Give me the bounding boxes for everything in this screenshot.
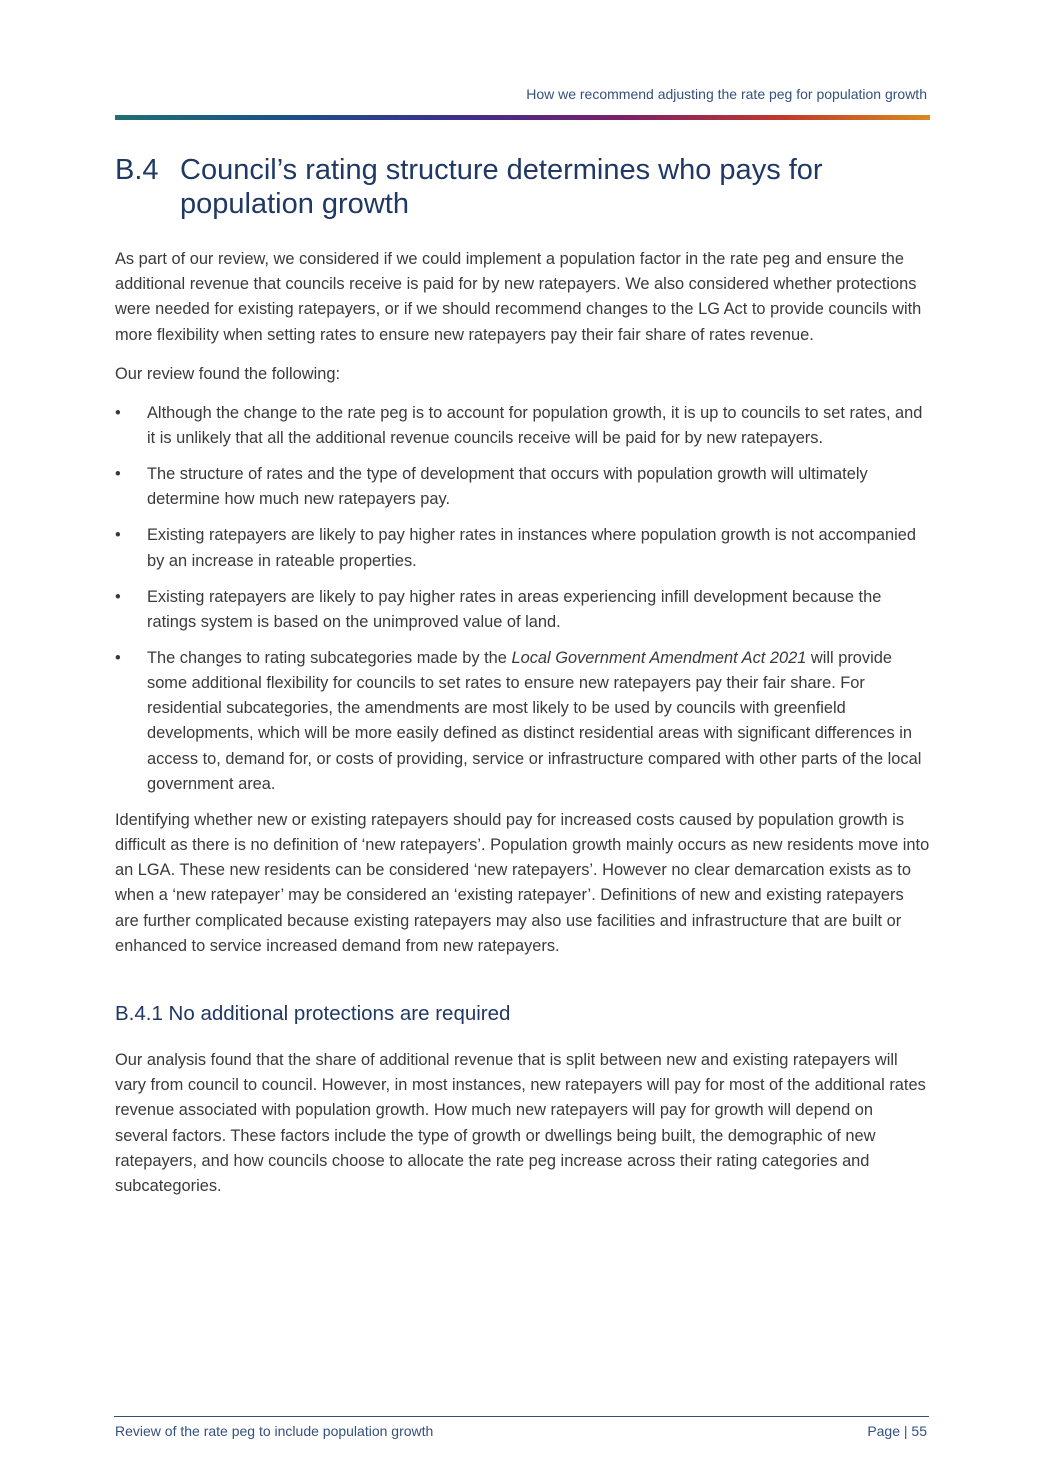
subsection-heading: B.4.1 No additional protections are required bbox=[115, 1002, 511, 1026]
identifying-paragraph: Identifying whether new or existing ratepayers should pay for increased costs caused by population growth is difficult as there is no definition of ‘new ratepayers’. Population growth mainly occurs as new residents move into an LGA. These new residents can be considered ‘new ratepayers’. However no clear demarcation exists as to when a ‘new ratepayer’ may be considered an ‘existing ratepayer’. Definitions of new and existing ratepayers are further complicated because existing ratepayers may also use facilities and infrastructure that are built or enhanced to service increased demand from new ratepayers. bbox=[115, 810, 930, 955]
footer-rule bbox=[114, 1416, 929, 1417]
body-content bbox=[115, 247, 930, 1213]
list-item-text: Although the change to the rate peg is to account for population growth, it is up to councils to set rates, and it is unlikely that all the additional revenue councils receive will be paid for by new ratepayers. bbox=[147, 404, 923, 448]
list-item bbox=[115, 523, 930, 573]
intro-paragraph: As part of our review, we considered if we could implement a population factor in the rate peg and ensure the additional revenue that councils receive is paid for by new ratepayers. We also considered whether protections were needed for existing ratepayers, or if we should recommend changes to the LG Act to provide councils with more flexibility when setting rates to ensure new ratepayers pay their fair share of rates revenue. bbox=[115, 250, 922, 344]
list-item bbox=[115, 646, 930, 797]
list-item-text-after: will provide some additional flexibility for councils to set rates to ensure new ratepayers pay their fair share. For residential subcategories, the amendments are most likely to be used by councils with greenfield developments, which will be more easily defined as distinct residential areas with significant differences in access to, demand for, or costs of providing, service or infrastructure compared with other parts of the local government area. bbox=[147, 648, 922, 793]
list-item-text: Existing ratepayers are likely to pay higher rates in areas experiencing infill development because the ratings system is based on the unimproved value of land. bbox=[147, 587, 882, 631]
running-header: How we recommend adjusting the rate peg for population growth bbox=[526, 86, 927, 102]
bullet-icon: • bbox=[115, 404, 121, 423]
findings-list bbox=[115, 401, 930, 797]
act-title: Local Government Amendment Act 2021 bbox=[511, 648, 807, 667]
bullet-icon: • bbox=[115, 465, 121, 484]
findings-lead: Our review found the following: bbox=[115, 364, 341, 383]
list-item-text: The structure of rates and the type of development that occurs with population growth will ultimately determine how much new ratepayers pay. bbox=[147, 465, 868, 509]
list-item bbox=[115, 462, 930, 512]
list-item bbox=[115, 585, 930, 635]
section-heading bbox=[115, 153, 895, 221]
bullet-icon: • bbox=[115, 526, 121, 545]
subsection-paragraph: Our analysis found that the share of additional revenue that is split between new and existing ratepayers will vary from council to council. However, in most instances, new ratepayers will pay for most of the additional rates revenue associated with population growth. How much new ratepayers will pay for growth will depend on several factors. These factors include the type of growth or dwellings being built, the demographic of new ratepayers, and how councils choose to allocate the rate peg increase across their rating categories and subcategories. bbox=[115, 1051, 926, 1196]
footer-document-title: Review of the rate peg to include population growth bbox=[115, 1423, 434, 1439]
section-number: B.4 bbox=[115, 154, 159, 186]
bullet-icon: • bbox=[115, 587, 121, 606]
bullet-icon: • bbox=[115, 648, 121, 667]
list-item bbox=[115, 401, 930, 451]
header-gradient-rule bbox=[115, 115, 930, 120]
section-title: Council’s rating structure determines who pays for population growth bbox=[180, 154, 823, 220]
list-item-text-before: The changes to rating subcategories made by the bbox=[147, 648, 512, 667]
footer-page-number: Page | 55 bbox=[867, 1423, 927, 1439]
list-item-text: Existing ratepayers are likely to pay higher rates in instances where population growth is not accompanied by an increase in rateable properties. bbox=[147, 526, 916, 570]
